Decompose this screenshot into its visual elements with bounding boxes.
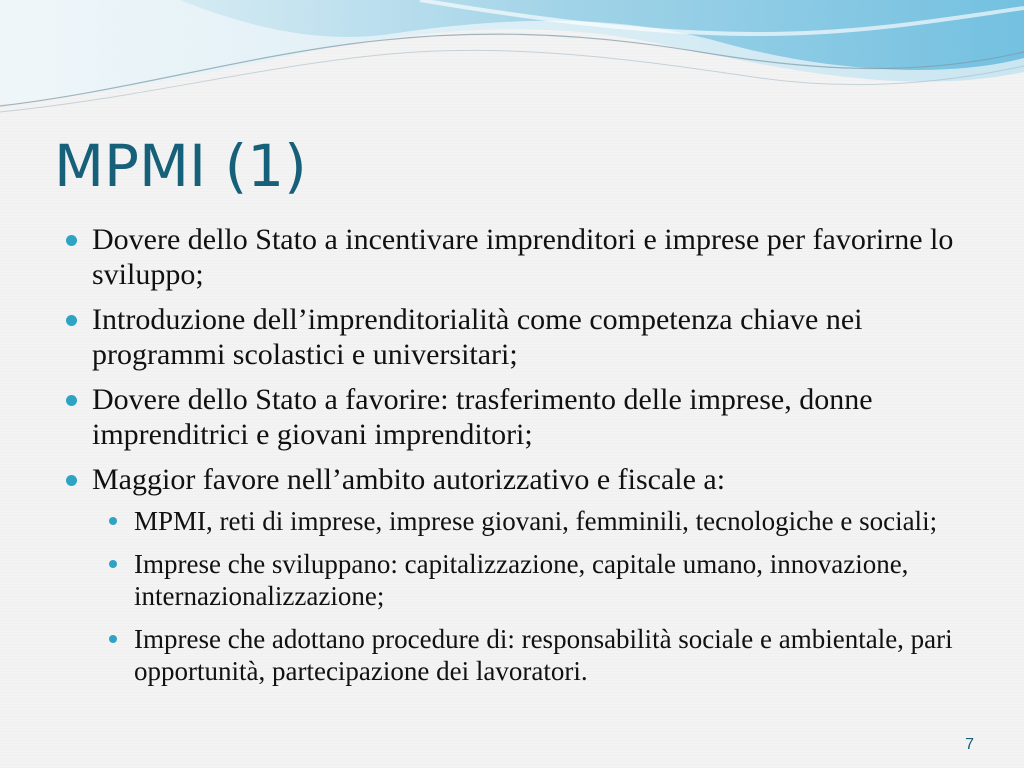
sub-bullet-list [92, 505, 980, 687]
sub-bullet-text: Imprese che sviluppano: capitalizzazione, capitale umano, innovazione, internazionalizzazione; [134, 549, 909, 611]
slide-title: MPMI (1) [54, 132, 307, 200]
bullet-icon [66, 475, 77, 486]
bullet-icon [66, 235, 77, 246]
bullet-item [60, 302, 980, 372]
bullet-text: Dovere dello Stato a favorire: trasferimento delle imprese, donne imprenditrici e giovani imprenditori; [92, 383, 873, 451]
sub-bullet-icon [109, 517, 117, 525]
bullet-item [60, 462, 980, 687]
bullet-item [60, 382, 980, 452]
sub-bullet-icon [109, 635, 117, 643]
bullet-text: Introduzione dell’imprenditorialità come competenza chiave nei programmi scolastici e universitari; [92, 303, 863, 371]
sub-bullet-item [92, 505, 980, 537]
sub-bullet-item [92, 623, 980, 687]
sub-bullet-icon [109, 560, 117, 568]
sub-bullet-item [92, 548, 980, 612]
page-number: 7 [965, 736, 974, 753]
bullet-text: Maggior favore nell’ambito autorizzativo e fiscale a: [92, 463, 726, 496]
bullet-item [60, 222, 980, 292]
bullet-icon [66, 315, 77, 326]
bullet-icon [66, 395, 77, 406]
decorative-wave-banner [0, 0, 1024, 120]
bullet-text: Dovere dello Stato a incentivare imprenditori e imprese per favorirne lo sviluppo; [92, 223, 954, 291]
bullet-list [60, 222, 980, 698]
sub-bullet-text: MPMI, reti di imprese, imprese giovani, femminili, tecnologiche e sociali; [134, 506, 938, 536]
sub-bullet-text: Imprese che adottano procedure di: responsabilità sociale e ambientale, pari opportunità, partecipazione dei lavoratori. [134, 624, 953, 686]
